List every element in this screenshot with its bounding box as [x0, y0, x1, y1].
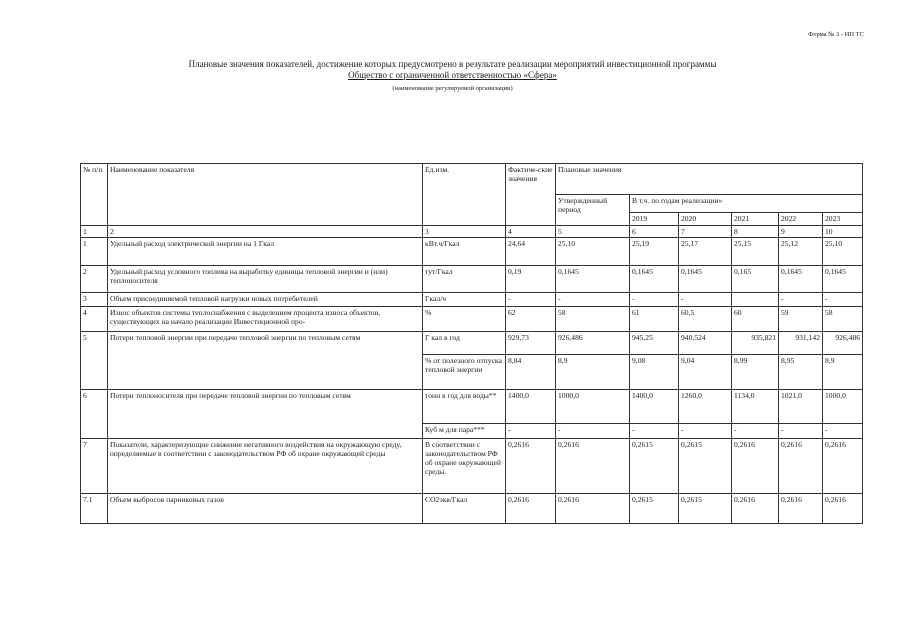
row-2019: 945,25: [630, 332, 679, 355]
row-unit: В соответствии с законодательством РФ об охране окружающей среды.: [423, 439, 506, 494]
row-2022: -: [779, 424, 823, 439]
row-unit: % от полезного отпуска тепловой энергии: [423, 355, 506, 390]
row-2021: 60: [732, 307, 779, 332]
row-num: 7: [81, 439, 108, 494]
row-name: Удельный расход электрической энергии на 1 Гкал: [108, 238, 423, 266]
header-actual: Фактиче-ские значения: [506, 164, 556, 226]
row-unit: Гкал/ч: [423, 293, 506, 307]
row-name: Потери теплоносителя при передаче тепловой энергии по тепловым сетям: [108, 390, 423, 439]
row-2021: [732, 293, 779, 307]
row-unit: Куб м для пара***: [423, 424, 506, 439]
table-row: [81, 266, 863, 293]
row-2020: 1260,0: [679, 390, 732, 424]
row-2022: 8,95: [779, 355, 823, 390]
row-2023: -: [823, 424, 863, 439]
row-2023: 926,486: [823, 332, 863, 355]
row-actual: 24,64: [506, 238, 556, 266]
header-year: 2022: [779, 213, 823, 226]
row-2019: 25,19: [630, 238, 679, 266]
header-by-years: В т.ч. по годам реализации»: [630, 195, 863, 213]
col-number: 4: [506, 226, 556, 238]
row-2022: 0,2616: [779, 494, 823, 524]
row-name: Удельный расход условного топлива на выработку единицы тепловой энергии и (или) теплоносителя: [108, 266, 423, 293]
row-2022: 931,142: [779, 332, 823, 355]
column-numbers-row: [81, 226, 863, 238]
row-name: Износ объектов системы теплоснабжения с выделением процента износа объектов, существующих на начало реализации Инвестиционной про-: [108, 307, 423, 332]
row-unit: тонн в год для воды**: [423, 390, 506, 424]
form-number: Форма № 3 - ИП ТС: [808, 31, 864, 38]
row-2019: 0,1645: [630, 266, 679, 293]
table-row: [81, 293, 863, 307]
row-2020: 0,2615: [679, 439, 732, 494]
row-2022: 25,12: [779, 238, 823, 266]
organization-name: Общество с ограниченной ответственностью «Сфера»: [348, 70, 557, 80]
row-2020: 9,04: [679, 355, 732, 390]
table-row: [81, 307, 863, 332]
row-2023: 8,9: [823, 355, 863, 390]
indicators-table: [80, 163, 863, 524]
row-num: 2: [81, 266, 108, 293]
row-2019: 61: [630, 307, 679, 332]
col-number: 3: [423, 226, 506, 238]
col-number: 10: [823, 226, 863, 238]
row-approved: 0,2616: [556, 439, 630, 494]
row-unit: СО2экв/Гкал: [423, 494, 506, 524]
row-2019: 0,2615: [630, 494, 679, 524]
col-number: 9: [779, 226, 823, 238]
row-approved: 926,486: [556, 332, 630, 355]
row-2023: 25,10: [823, 238, 863, 266]
row-approved: 0,2616: [556, 494, 630, 524]
row-2022: -: [779, 293, 823, 307]
page-title: Плановые значения показателей, достижение которых предусмотрено в результате реализации мероприятий инвестиционной программы: [188, 59, 717, 69]
row-num: 1: [81, 238, 108, 266]
row-approved: 1000,0: [556, 390, 630, 424]
header-name: Наименование показателя: [108, 164, 423, 226]
row-actual: 1400,0: [506, 390, 556, 424]
row-unit: Г кал в год: [423, 332, 506, 355]
row-num: 6: [81, 390, 108, 439]
row-2020: -: [679, 293, 732, 307]
row-num: 3: [81, 293, 108, 307]
row-2019: -: [630, 424, 679, 439]
col-number: 6: [630, 226, 679, 238]
col-number: 5: [556, 226, 630, 238]
table-row: [81, 439, 863, 494]
header-year: 2021: [732, 213, 779, 226]
row-name: Объем присоединяемой тепловой нагрузки новых потребителей: [108, 293, 423, 307]
row-actual: 62: [506, 307, 556, 332]
row-2021: 0,165: [732, 266, 779, 293]
row-2023: 0,1645: [823, 266, 863, 293]
row-2021: 0,2616: [732, 494, 779, 524]
row-2019: 1400,0: [630, 390, 679, 424]
row-2023: 0,2616: [823, 494, 863, 524]
table-row: [81, 494, 863, 524]
row-actual: 0,2616: [506, 439, 556, 494]
organization-caption: (наименование регулируемой организации): [392, 85, 513, 92]
row-2019: 0,2615: [630, 439, 679, 494]
header-year: 2023: [823, 213, 863, 226]
row-2021: -: [732, 424, 779, 439]
row-2022: 59: [779, 307, 823, 332]
table-row: [81, 238, 863, 266]
row-2020: 0,2615: [679, 494, 732, 524]
row-2021: 935,821: [732, 332, 779, 355]
row-2021: 8,99: [732, 355, 779, 390]
row-2019: 9,08: [630, 355, 679, 390]
header-num: № п/п: [81, 164, 108, 226]
header-year: 2020: [679, 213, 732, 226]
col-number: 1: [81, 226, 108, 238]
row-2021: 0,2616: [732, 439, 779, 494]
row-actual: 929,73: [506, 332, 556, 355]
row-2020: -: [679, 424, 732, 439]
row-num: 4: [81, 307, 108, 332]
row-actual: 0,19: [506, 266, 556, 293]
row-2020: 940,524: [679, 332, 732, 355]
row-2022: 1021,0: [779, 390, 823, 424]
header-planned: Плановые значения: [556, 164, 863, 195]
row-2021: 25,15: [732, 238, 779, 266]
header-unit: Ед.изм.: [423, 164, 506, 226]
row-name: Объем выбросов парниковых газов: [108, 494, 423, 524]
row-name: Потери тепловой энергии при передаче тепловой энергии по тепловым сетям: [108, 332, 423, 390]
row-approved: 0,1645: [556, 266, 630, 293]
row-actual: 0,2616: [506, 494, 556, 524]
row-unit: кВт.ч/Гкал: [423, 238, 506, 266]
row-unit: тут/Гкал: [423, 266, 506, 293]
header-approved: Утвержденный период: [556, 195, 630, 226]
row-2023: -: [823, 293, 863, 307]
row-2023: 58: [823, 307, 863, 332]
row-approved: -: [556, 293, 630, 307]
row-2021: 1134,0: [732, 390, 779, 424]
row-num: 7.1: [81, 494, 108, 524]
row-name: Показатели, характеризующие снижение негативного воздействия на окружающую среду, определяемые в соответствии с законодательством РФ об охране окружающей среды: [108, 439, 423, 494]
row-approved: 58: [556, 307, 630, 332]
row-actual: 8,84: [506, 355, 556, 390]
row-2023: 0,2616: [823, 439, 863, 494]
table-row: [81, 332, 863, 355]
row-actual: -: [506, 424, 556, 439]
row-2022: 0,1645: [779, 266, 823, 293]
row-unit: %: [423, 307, 506, 332]
col-number: 8: [732, 226, 779, 238]
row-approved: -: [556, 424, 630, 439]
col-number: 2: [108, 226, 423, 238]
row-approved: 8,9: [556, 355, 630, 390]
row-2019: -: [630, 293, 679, 307]
row-2022: 0,2616: [779, 439, 823, 494]
row-actual: -: [506, 293, 556, 307]
row-2020: 25,17: [679, 238, 732, 266]
header-year: 2019: [630, 213, 679, 226]
row-num: 5: [81, 332, 108, 390]
row-2023: 1000,0: [823, 390, 863, 424]
row-approved: 25,10: [556, 238, 630, 266]
col-number: 7: [679, 226, 732, 238]
row-2020: 0,1645: [679, 266, 732, 293]
table-row: [81, 390, 863, 424]
row-2020: 60,5: [679, 307, 732, 332]
